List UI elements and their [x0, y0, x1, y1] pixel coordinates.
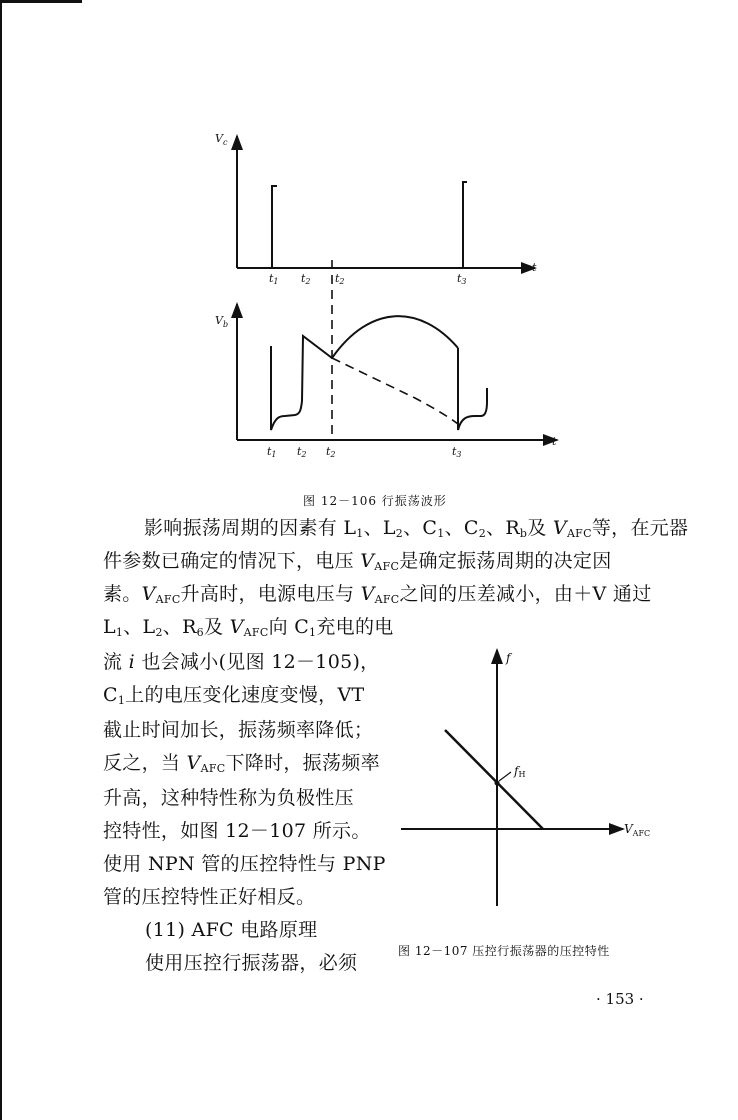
top-tick-t2: t2	[301, 272, 311, 286]
paragraph-1-line-1: 影响振荡周期的因素有 L1、L2、C1、C2、Rb及 VAFC等，在元器	[144, 517, 689, 540]
top-y-axis-label: $V_c$	[215, 132, 228, 147]
bottom-wave-end	[458, 348, 487, 430]
paragraph-1-line-3: 素。VAFC升高时，电源电压与 VAFC之间的压差减小，由＋V 通过	[103, 583, 652, 606]
bottom-x-axis-label: t	[552, 435, 557, 448]
top-x-axis-label: t	[532, 261, 537, 274]
figure-106-caption: 图 12－106 行振荡波形	[303, 494, 447, 508]
bottom-tick-t1: t1	[267, 445, 277, 459]
characteristic-line	[445, 730, 543, 829]
figure-106-waveforms	[195, 118, 565, 463]
fh-leader	[499, 772, 511, 781]
bottom-wave-arc	[332, 316, 458, 358]
top-tick-t1: t1	[269, 272, 279, 286]
fh-point	[495, 781, 500, 786]
f-axis-label: f	[506, 651, 511, 665]
top-pulse-1	[272, 186, 277, 268]
top-pulse-2	[463, 182, 467, 268]
paragraph-1-line-2: 件参数已确定的情况下，电压 VAFC是确定振荡周期的决定因	[103, 550, 612, 573]
bottom-wave-dashed-decay	[332, 358, 458, 424]
page-number: · 153 ·	[596, 990, 644, 1008]
top-tick-t2-prime: t2	[335, 272, 345, 286]
bottom-y-axis-label: $V_b$	[215, 314, 229, 329]
top-edge-rule	[0, 0, 82, 3]
figure-107-afc-characteristic	[395, 638, 670, 913]
top-tick-t3: t3	[457, 272, 467, 286]
figure-107-caption: 图 12－107 压控行振荡器的压控特性	[398, 944, 610, 958]
bottom-wave-start	[271, 336, 332, 430]
vafc-axis-label: $V_{AFC}$	[624, 822, 651, 838]
bottom-tick-t2-prime: t2	[326, 445, 336, 459]
bottom-tick-t2: t2	[297, 445, 307, 459]
paragraph-1-narrow-column: L1、L2、R6及 VAFC向 C1充电的电 流 i 也会减小(见图 12－105)， C1上的电压变化速度变慢，VT 截止时间加长，振荡频率降低； 反之，当 VAFC下降时，振荡频率 升高，这种特性称为负极性压 控特性，如图 12－107 所示。 使用 NPN 管的压控特性与 PNP 管的压控特性正好相反。 (11) AFC 电路原理 使用压控行振荡器，必须	[103, 611, 388, 980]
left-edge-rule	[0, 0, 2, 1120]
section-heading-afc: (11) AFC 电路原理	[145, 919, 318, 941]
fh-label: fH	[514, 764, 526, 779]
bottom-tick-t3: t3	[452, 445, 462, 459]
paragraph-2: 使用压控行振荡器，必须	[145, 952, 358, 974]
